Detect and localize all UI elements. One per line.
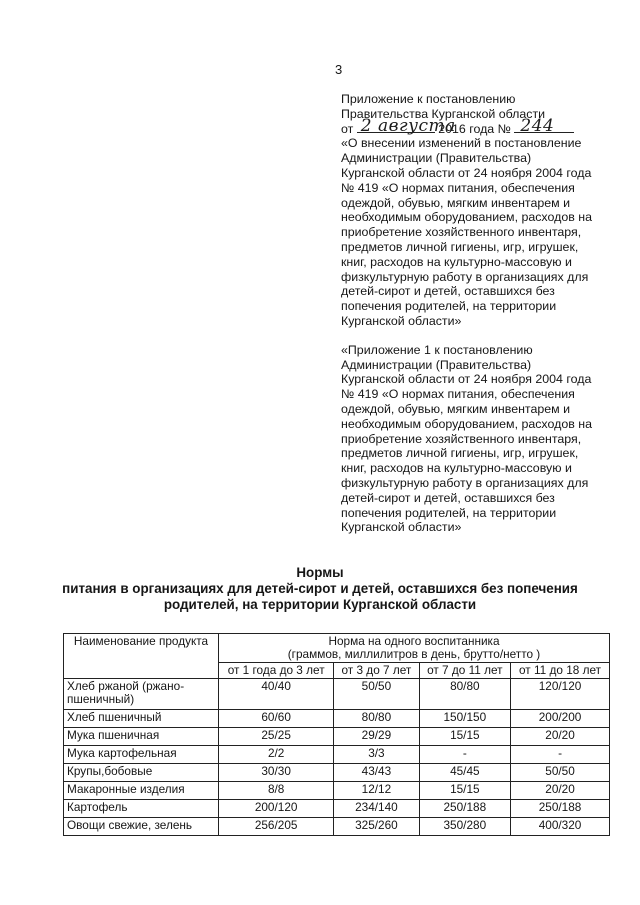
appendix-line: Приложение к постановлению	[341, 92, 516, 106]
appendix2-line: Курганской области от 24 ноября 2004 года	[341, 372, 592, 387]
table-row	[64, 679, 610, 710]
age-group-header: от 7 до 11 лет	[419, 663, 511, 679]
norm-value: 12/12	[334, 782, 419, 800]
appendix-line: Курганской области от 24 ноября 2004 года	[341, 165, 592, 180]
norm-value: 8/8	[219, 782, 334, 800]
norm-value: -	[511, 746, 610, 764]
product-name: Мука пшеничная	[64, 728, 219, 746]
column-header-product: Наименование продукта	[64, 634, 219, 679]
norm-value: 120/120	[511, 679, 610, 710]
appendix-line: Правительства Курганской области	[341, 106, 546, 121]
appendix-header	[341, 92, 621, 535]
age-group-header: от 3 до 7 лет	[334, 663, 419, 679]
appendix-line: № 419 «О нормах питания, обеспечения	[341, 180, 575, 195]
norm-value: 250/188	[511, 800, 610, 818]
handwritten-number: 244	[520, 115, 555, 136]
appendix2-line: «Приложение 1 к постановлению	[341, 342, 533, 357]
appendix-line: предметов личной гигиены, игр, игрушек,	[341, 239, 579, 254]
handwritten-date: 2 августа	[360, 115, 456, 136]
table-row	[64, 818, 610, 836]
product-name: Овощи свежие, зелень	[64, 818, 219, 836]
appendix-line: книг, расходов на культурно-массовую и	[341, 254, 572, 269]
norm-value: 234/140	[334, 800, 419, 818]
norm-value: 250/188	[419, 800, 511, 818]
appendix-line: Курганской области»	[341, 313, 462, 328]
norm-value: 15/15	[419, 782, 511, 800]
norm-value: 150/150	[419, 710, 511, 728]
norm-value: 40/40	[219, 679, 334, 710]
date-mid: 2016 года №	[438, 121, 511, 136]
norm-value: 256/205	[219, 818, 334, 836]
appendix-line: «О внесении изменений в постановление	[341, 136, 582, 151]
appendix2-line: книг, расходов на культурно-массовую и	[341, 461, 572, 476]
age-group-header: от 1 года до 3 лет	[219, 663, 334, 679]
appendix-date-line	[341, 115, 621, 137]
norm-value: 200/200	[511, 710, 610, 728]
table-header-row	[64, 634, 610, 663]
appendix2-line: № 419 «О нормах питания, обеспечения	[341, 387, 575, 402]
appendix2-line: необходимым оборудованием, расходов на	[341, 416, 592, 431]
appendix2-line: детей-сирот и детей, оставшихся без	[341, 490, 555, 505]
appendix-line: Администрации (Правительства)	[341, 151, 532, 166]
table-row	[64, 800, 610, 818]
title-line: Нормы	[296, 565, 344, 580]
norm-value: 200/120	[219, 800, 334, 818]
table-row	[64, 728, 610, 746]
appendix-line: физкультурную работу в организациях для	[341, 269, 589, 284]
title-line: родителей, на территории Курганской области	[163, 597, 477, 612]
norm-value: 60/60	[219, 710, 334, 728]
table-row	[64, 764, 610, 782]
appendix2-line: приобретение хозяйственного инвентаря,	[341, 431, 582, 446]
document-title	[0, 565, 640, 613]
appendix2-line: Курганской области»	[341, 520, 462, 535]
norm-value: 43/43	[334, 764, 419, 782]
table-row	[64, 782, 610, 800]
date-blank	[357, 115, 456, 136]
norm-value: 45/45	[419, 764, 511, 782]
appendix2-line: предметов личной гигиены, игр, игрушек,	[341, 446, 579, 461]
appendix2-line: одеждой, обувью, мягким инвентарем и	[341, 401, 571, 416]
norm-value: 50/50	[511, 764, 610, 782]
norm-value: -	[419, 746, 511, 764]
norm-value: 29/29	[334, 728, 419, 746]
product-name: Хлеб пшеничный	[64, 710, 219, 728]
appendix-line: необходимым оборудованием, расходов на	[341, 210, 592, 225]
norm-value: 80/80	[334, 710, 419, 728]
appendix2-line: физкультурную работу в организациях для	[341, 475, 589, 490]
product-name: Мука картофельная	[64, 746, 219, 764]
appendix-line: приобретение хозяйственного инвентаря,	[341, 225, 582, 240]
appendix-line: детей-сирот и детей, оставшихся без	[341, 284, 555, 299]
appendix-line: попечения родителей, на территории	[341, 299, 557, 314]
product-name: Макаронные изделия	[64, 782, 219, 800]
product-name: Картофель	[64, 800, 219, 818]
norm-header-line: Норма на одного воспитанника	[328, 634, 500, 648]
norm-value: 20/20	[511, 782, 610, 800]
norm-value: 50/50	[334, 679, 419, 710]
norm-value: 325/260	[334, 818, 419, 836]
appendix2-line: Администрации (Правительства)	[341, 357, 532, 372]
norm-value: 20/20	[511, 728, 610, 746]
appendix-line: одеждой, обувью, мягким инвентарем и	[341, 195, 571, 210]
norm-value: 3/3	[334, 746, 419, 764]
age-group-header: от 11 до 18 лет	[511, 663, 610, 679]
norm-value: 30/30	[219, 764, 334, 782]
number-blank	[514, 115, 574, 136]
title-line: питания в организациях для детей-сирот и детей, оставшихся без попечения	[62, 581, 578, 596]
product-name: Хлеб ржаной (ржано-пшеничный)	[64, 679, 219, 710]
norm-value: 25/25	[219, 728, 334, 746]
product-name: Крупы,бобовые	[64, 764, 219, 782]
norms-table	[63, 633, 610, 836]
norm-value: 15/15	[419, 728, 511, 746]
norm-value: 350/280	[419, 818, 511, 836]
norm-header-line: (граммов, миллилитров в день, брутто/нетто )	[287, 647, 541, 661]
table-row	[64, 710, 610, 728]
page-number: 3	[335, 62, 343, 77]
date-prefix: от	[341, 121, 354, 136]
appendix2-line: попечения родителей, на территории	[341, 505, 557, 520]
column-header-norm	[219, 634, 610, 663]
table-row	[64, 746, 610, 764]
norm-value: 2/2	[219, 746, 334, 764]
norm-value: 400/320	[511, 818, 610, 836]
norm-value: 80/80	[419, 679, 511, 710]
